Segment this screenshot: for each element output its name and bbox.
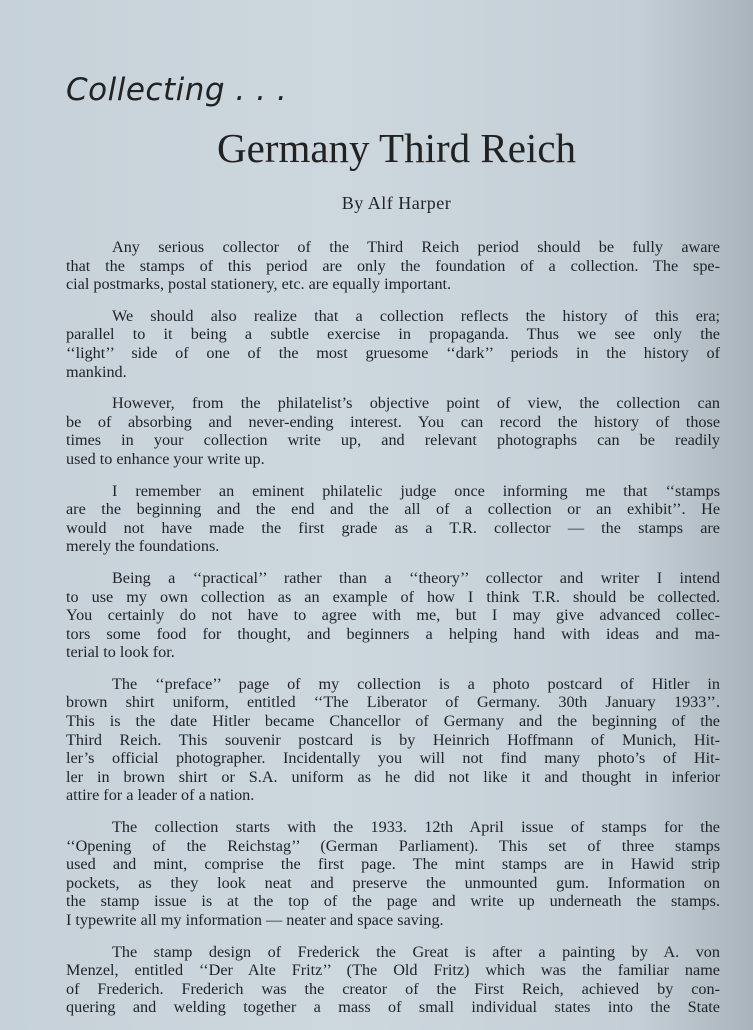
- text-line: Being a ‘‘practical’’ rather than a ‘‘theory’’ collector and writer I intend: [112, 568, 720, 587]
- text-line: Third Reich. This souvenir postcard is by Heinrich Hoffmann of Munich, Hit-: [66, 730, 720, 749]
- section-kicker: Collecting . . .: [66, 72, 288, 108]
- text-line: The ‘‘preface’’ page of my collection is a photo postcard of Hitler in: [112, 674, 720, 693]
- text-line: However, from the philatelist’s objective point of view, the collection can: [112, 394, 720, 413]
- text-line: terial to look for.: [66, 643, 175, 662]
- text-line: brown shirt uniform, entitled ‘‘The Liberator of Germany. 30th January 1933’’.: [66, 693, 720, 712]
- byline: By Alf Harper: [341, 193, 452, 213]
- article-title: Germany Third Reich: [216, 125, 577, 171]
- text-line: Any serious collector of the Third Reich period should be fully aware: [112, 238, 720, 256]
- text-line: pockets, as they look neat and preserve the unmounted gum. Information on: [66, 873, 720, 892]
- text-line: cial postmarks, postal stationery, etc. are equally important.: [66, 275, 452, 294]
- text-line: The collection starts with the 1933. 12th April issue of stamps for the: [112, 818, 720, 837]
- text-line: used and mint, comprise the first page. The mint stamps are in Hawid strip: [66, 855, 720, 874]
- text-line: This is the date Hitler became Chancellor of Germany and the beginning of the: [66, 712, 720, 731]
- paragraph: [66, 307, 720, 381]
- text-line: mankind.: [66, 362, 127, 381]
- text-line: Menzel, entitled ‘‘Der Alte Fritz’’ (The Old Fritz) which was the familiar name: [66, 961, 720, 980]
- text-line: I typewrite all my information — neater and space saving.: [66, 911, 444, 929]
- text-line: are the beginning and the end and the all of a collection or an exhibit’’. He: [66, 500, 720, 519]
- text-line: used to enhance your write up.: [66, 449, 265, 468]
- text-line: I remember an eminent philatelic judge once informing me that ‘‘stamps: [112, 481, 720, 500]
- text-line: of Frederich. Frederich was the creator of the First Reich, achieved by con-: [66, 979, 720, 998]
- paragraph: [66, 675, 720, 805]
- paragraph: [66, 943, 720, 1017]
- paragraph: [66, 238, 720, 294]
- text-line: the stamp issue is at the top of the page and write up underneath the stamps.: [66, 892, 720, 911]
- text-line: The stamp design of Frederick the Great is after a painting by A. von: [112, 942, 720, 961]
- text-line: ‘‘light’’ side of one of the most gruesome ‘‘dark’’ periods in the history of: [66, 343, 720, 362]
- paragraph: [66, 818, 720, 930]
- text-line: merely the foundations.: [66, 537, 220, 556]
- paragraph: [66, 394, 720, 468]
- text-line: ‘‘Opening of the Reichstag’’ (German Parliament). This set of three stamps: [66, 836, 720, 855]
- text-line: parallel to it being a subtle exercise in propaganda. Thus we see only the: [66, 325, 720, 344]
- text-line: that the stamps of this period are only the foundation of a collection. The spe-: [66, 256, 720, 275]
- paragraph: [66, 569, 720, 662]
- text-line: times in your collection write up, and relevant photographs can be readily: [66, 431, 720, 450]
- text-line: attire for a leader of a nation.: [66, 786, 255, 805]
- text-line: be of absorbing and never-ending interest. You can record the history of those: [66, 412, 720, 431]
- text-line: ler’s official photographer. Incidentally you will not find many photo’s of Hit-: [66, 749, 720, 768]
- text-line: would not have made the first grade as a T.R. collector — the stamps are: [66, 518, 720, 537]
- article-body: [66, 238, 720, 1030]
- text-line: tors some food for thought, and beginners a helping hand with ideas and ma-: [66, 624, 720, 643]
- text-line: to use my own collection as an example of how I think T.R. should be collected.: [66, 587, 720, 606]
- text-line: You certainly do not have to agree with me, but I may give advanced collec-: [66, 606, 720, 625]
- text-line: quering and welding together a mass of small individual states into the State: [66, 998, 720, 1017]
- text-line: ler in brown shirt or S.A. uniform as he did not like it and thought in inferior: [66, 767, 720, 786]
- text-line: We should also realize that a collection reflects the history of this era;: [112, 306, 720, 325]
- paragraph: [66, 482, 720, 556]
